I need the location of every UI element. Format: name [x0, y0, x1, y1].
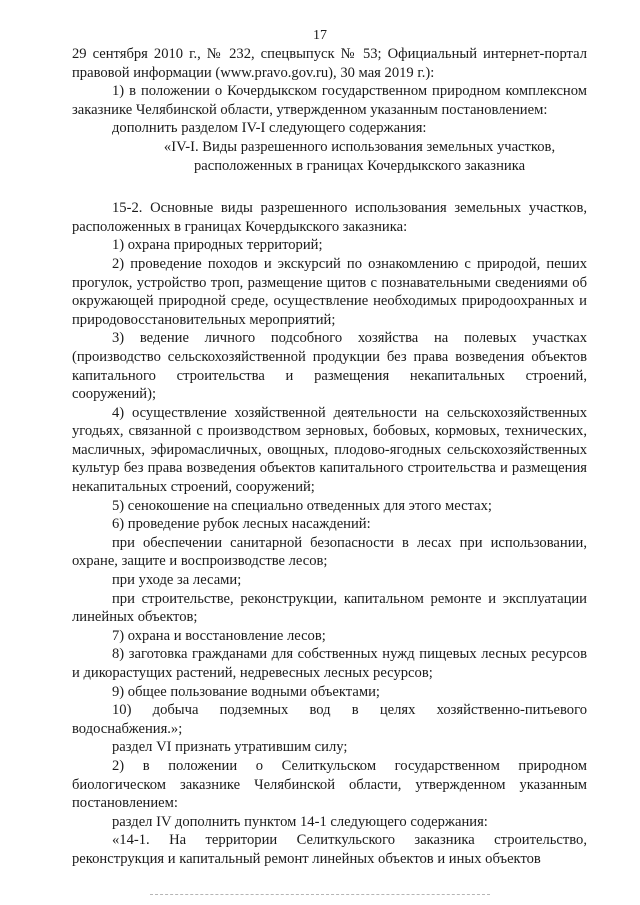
- section-heading-line-1: «IV-I. Виды разрешенного использования земельных участков,: [163, 138, 556, 155]
- list-item-9: 9) общее пользование водными объектами;: [112, 683, 380, 700]
- list-item-4: 4) осуществление хозяйственной деятельности на сельскохозяйственных угодьях, связанной с производством зерновых, бобовых, кормовых, технических, масличных, эфиромасличных, овощных, плодово-ягодных сельскохозяйственных культур без права возведения объектов капитального строительства и размещения некапитальных строений, сооружений;: [72, 404, 587, 496]
- document-body: [72, 45, 587, 869]
- paragraph-item-1-kocherdyk: 1) в положении о Кочердыкском государственном природном комплексном заказнике Челябинской области, утвержденном указанным постановлением:: [72, 83, 587, 118]
- list-item-7: 7) охрана и восстановление лесов;: [112, 627, 326, 644]
- paragraph-section-vi: раздел VI признать утратившим силу;: [112, 739, 348, 756]
- paragraph-14-1: «14-1. На территории Селиткульского заказника строительство, реконструкция и капитальный ремонт линейных объектов и иных объектов: [72, 832, 587, 867]
- section-heading-line-2: расположенных в границах Кочердыкского заказника: [193, 157, 526, 174]
- scan-edge-divider: [150, 894, 490, 895]
- list-item-6-care: при уходе за лесами;: [112, 572, 242, 589]
- paragraph-item-2-selitkul: 2) в положении о Селиткульском государственном природном биологическом заказнике Челябинской области, утвержденном указанным постановлением:: [72, 757, 587, 812]
- list-item-10: 10) добыча подземных вод в целях хозяйственно-питьевого водоснабжения.»;: [72, 702, 587, 737]
- list-item-6-construction: при строительстве, реконструкции, капитальном ремонте и эксплуатации линейных объектов;: [72, 590, 587, 626]
- list-item-5: 5) сенокошение на специально отведенных для этого местах;: [112, 497, 492, 514]
- list-item-6: 6) проведение рубок лесных насаждений:: [112, 516, 371, 533]
- paragraph-15-2: 15-2. Основные виды разрешенного использования земельных участков, расположенных в границах Кочердыкского заказника:: [72, 200, 587, 235]
- section-heading: [72, 138, 587, 175]
- list-item-3: 3) ведение личного подсобного хозяйства на полевых участках (производство сельскохозяйственной продукции без права возведения объектов капитального строительства и размещения некапитальных строений, сооружений);: [72, 330, 587, 403]
- list-item-1: 1) охрана природных территорий;: [112, 237, 323, 254]
- paragraph-intro: 29 сентября 2010 г., № 232, спецвыпуск № 53; Официальный интернет-портал правовой информации (www.pravo.gov.ru), 30 мая 2019 г.):: [72, 46, 587, 81]
- list-item-2: 2) проведение походов и экскурсий по ознакомлению с природой, пеших прогулок, устройство троп, размещение щитов с познавательными сведениями об окружающей природной среде, осуществление необходимых природоохранных и природовосстановительных мероприятий;: [72, 255, 587, 328]
- list-item-6-sanitary: при обеспечении санитарной безопасности в лесах при использовании, охране, защите и воспроизводстве лесов;: [72, 534, 587, 570]
- list-item-8: 8) заготовка гражданами для собственных нужд пищевых лесных ресурсов и дикорастущих растений, недревесных лесных ресурсов;: [72, 646, 587, 681]
- paragraph-add-section: дополнить разделом IV-I следующего содержания:: [112, 120, 427, 137]
- paragraph-section-iv: раздел IV дополнить пунктом 14-1 следующего содержания:: [112, 813, 488, 830]
- page-number: 17: [313, 28, 327, 43]
- blank-line: [72, 175, 587, 199]
